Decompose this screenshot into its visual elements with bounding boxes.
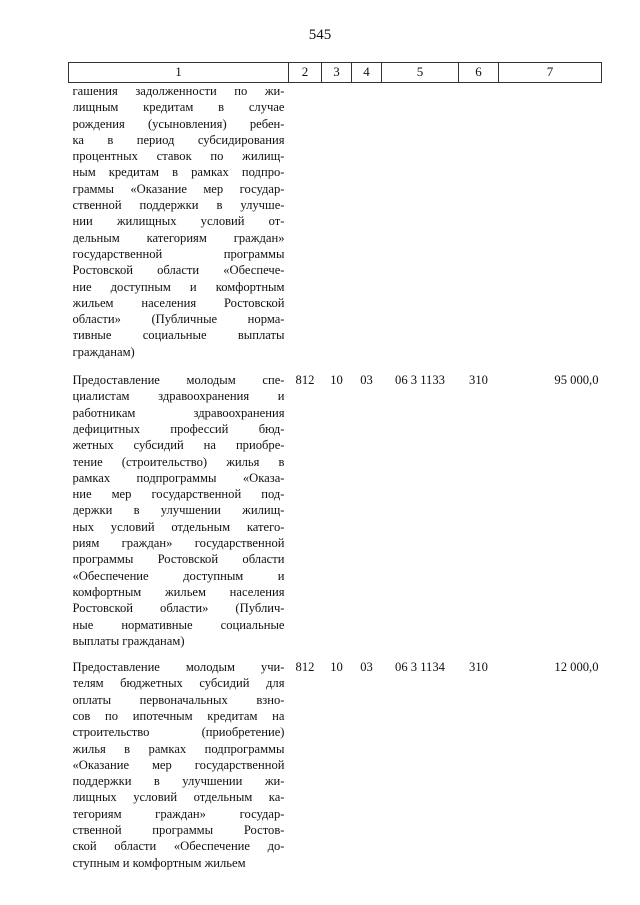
description-line: выплаты гражданам) [72, 633, 185, 648]
column-header-4: 4 [352, 63, 382, 83]
header-row [69, 63, 602, 83]
expense-type-cell: 310 [469, 660, 488, 675]
column-header-5: 5 [382, 63, 459, 83]
description-line: телям бюджетных субсидий для [72, 676, 285, 691]
description-line: жильем населения Ростовской [72, 295, 285, 310]
description-line: лищным кредитам в случае [72, 100, 285, 115]
description-line: ных условий отдельным катего- [72, 519, 285, 534]
description-line: тение (строительство) жилья в [72, 454, 285, 469]
table-body [69, 83, 602, 871]
column-header-1: 1 [69, 63, 289, 83]
admin-code-cell [289, 83, 322, 361]
description-line: ние мер государственной под- [72, 487, 285, 502]
description-line: области» (Публичные норма- [72, 312, 285, 327]
page-number: 545 [308, 27, 332, 43]
description-line: процентных ставок по жилищ- [72, 149, 285, 164]
description-line: тивные социальные выплаты [72, 328, 285, 343]
description-line: «Обеспечение доступным и [72, 568, 285, 583]
expense-type-cell [459, 83, 499, 361]
description-line: государственной программы [72, 246, 285, 261]
admin-code-cell: 812 [295, 373, 315, 388]
description-line: Ростовской области «Обеспече- [72, 263, 285, 278]
description-line: «Оказание мер государственной [72, 757, 285, 772]
description-line: ступным и комфортным жильем [72, 855, 246, 870]
description-line: ка в период субсидирования [72, 132, 285, 147]
amount-cell: 95 000,0 [554, 373, 599, 388]
section-cell: 10 [330, 660, 343, 675]
description-line: дефицитных профессий бюд- [72, 421, 285, 436]
column-header-2: 2 [289, 63, 322, 83]
description-line: строительство (приобретение) [72, 725, 285, 740]
description-line: дельным категориям граждан» [72, 230, 285, 245]
description-line: риям граждан» государственной [72, 536, 285, 551]
admin-code-cell: 812 [295, 660, 315, 675]
description-line: лищных условий отдельным ка- [72, 790, 285, 805]
row-spacer [69, 360, 602, 372]
description-line: рождения (усыновления) ребен- [72, 116, 285, 131]
description-line: ственной поддержки в улучше- [72, 198, 285, 213]
description-cell [69, 83, 289, 361]
description-line: гражданам) [72, 344, 135, 359]
row-spacer-cell [69, 360, 602, 372]
column-header-6: 6 [459, 63, 499, 83]
description-line: оплаты первоначальных взно- [72, 692, 285, 707]
subsection-cell: 03 [360, 660, 373, 675]
subsection-cell: 03 [360, 373, 373, 388]
description-line: Ростовской области» (Публич- [72, 601, 285, 616]
description-line: жетных субсидий на приобре- [72, 438, 285, 453]
description-line: нии жилищных условий от- [72, 214, 285, 229]
description-line: программы Ростовской области [72, 552, 285, 567]
description-line: Предоставление молодым спе- [72, 373, 285, 388]
description-line: циалистам здравоохранения и [72, 389, 285, 404]
column-header-7: 7 [499, 63, 602, 83]
table-row [69, 659, 602, 871]
description-line: ным кредитам в рамках подпро- [72, 165, 285, 180]
description-line: тегориям граждан» государ- [72, 806, 285, 821]
section-cell [322, 83, 352, 361]
description-line: ственной программы Ростов- [72, 823, 285, 838]
description-line: держки в улучшении жилищ- [72, 503, 285, 518]
description-line: Предоставление молодым учи- [72, 660, 285, 675]
description-line: жилья в рамках подпрограммы [72, 741, 285, 756]
expense-type-cell: 310 [469, 373, 488, 388]
column-header-3: 3 [322, 63, 352, 83]
description-line: ние доступным и комфортным [72, 279, 285, 294]
description-line: комфортным жильем населения [72, 584, 285, 599]
section-cell: 10 [330, 373, 343, 388]
table-row [69, 372, 602, 649]
description-line: поддержки в улучшении жи- [72, 774, 285, 789]
row-spacer [69, 649, 602, 659]
description-line: гашения задолженности по жи- [72, 84, 285, 98]
description-cell [69, 372, 289, 649]
amount-cell: 12 000,0 [554, 660, 599, 675]
target-article-cell [382, 83, 459, 361]
description-line: работникам здравоохранения [72, 405, 285, 420]
target-article-cell: 06 3 1133 [395, 373, 445, 388]
description-line: сов по ипотечным кредитам на [72, 708, 285, 723]
description-line: ской области «Обеспечение до- [72, 839, 285, 854]
budget-table [68, 62, 602, 871]
row-spacer-cell [69, 649, 602, 659]
description-cell [69, 659, 289, 871]
subsection-cell [352, 83, 382, 361]
description-line: рамках подпрограммы «Оказа- [72, 470, 285, 485]
amount-cell [499, 83, 602, 361]
description-line: ные нормативные социальные [72, 617, 285, 632]
target-article-cell: 06 3 1134 [395, 660, 445, 675]
description-line: граммы «Оказание мер государ- [72, 181, 285, 196]
table-row [69, 83, 602, 361]
